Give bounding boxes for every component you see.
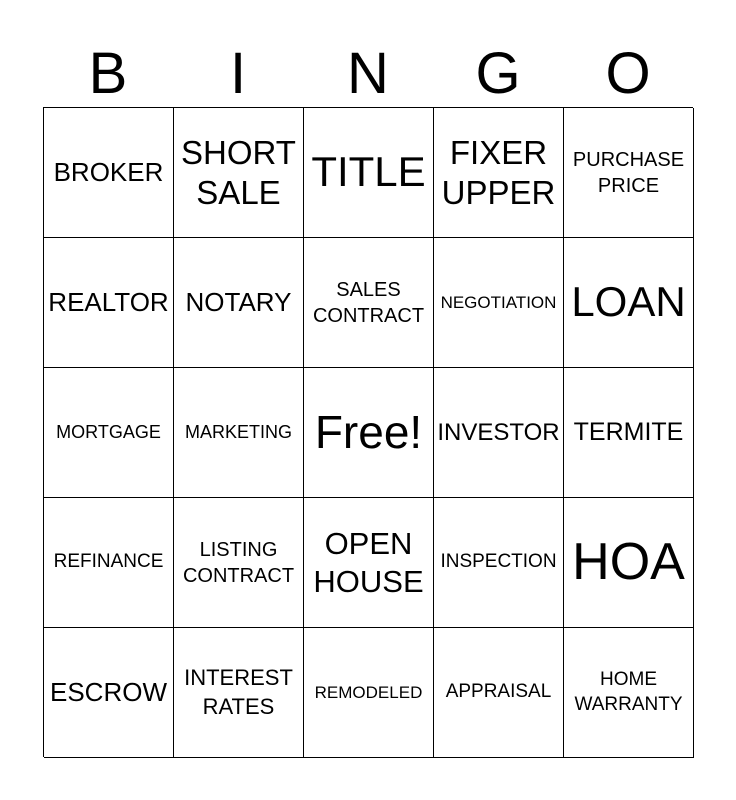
- cell-label: TERMITE: [573, 418, 684, 447]
- bingo-cell-r3-c1[interactable]: [44, 368, 174, 498]
- bingo-cell-r3-c3-free-space[interactable]: [304, 368, 434, 498]
- header-letter-n: N: [347, 41, 389, 106]
- bingo-cell-r4-c1[interactable]: [44, 498, 174, 628]
- cell-label: LISTING CONTRACT: [182, 538, 295, 587]
- bingo-cell-r2-c1[interactable]: [44, 238, 174, 368]
- bingo-cell-r2-c3[interactable]: [304, 238, 434, 368]
- bingo-cell-r4-c5[interactable]: [564, 498, 694, 628]
- header-letter-g: G: [475, 41, 521, 106]
- cell-label: APPRAISAL: [445, 681, 552, 703]
- header-letter-o: O: [605, 41, 651, 106]
- bingo-cell-r1-c2[interactable]: [174, 108, 304, 238]
- bingo-cell-r1-c5[interactable]: [564, 108, 694, 238]
- cell-label: REALTOR: [48, 286, 169, 317]
- bingo-cell-r2-c2[interactable]: [174, 238, 304, 368]
- cell-label: HOME WARRANTY: [574, 668, 683, 715]
- bingo-header: [43, 40, 693, 108]
- bingo-cell-r4-c4[interactable]: [434, 498, 564, 628]
- cell-label: INSPECTION: [440, 551, 557, 573]
- cell-label: SALES CONTRACT: [312, 278, 425, 327]
- bingo-cell-r1-c3[interactable]: [304, 108, 434, 238]
- bingo-cell-r5-c5[interactable]: [564, 628, 694, 758]
- cell-label: MORTGAGE: [56, 421, 161, 442]
- bingo-cell-r2-c5[interactable]: [564, 238, 694, 368]
- cell-label: ESCROW: [50, 676, 167, 707]
- header-letter-b: B: [88, 41, 128, 106]
- cell-label: HOA: [572, 532, 685, 591]
- bingo-cell-r2-c4[interactable]: [434, 238, 564, 368]
- bingo-cell-r3-c5[interactable]: [564, 368, 694, 498]
- bingo-board: [43, 107, 693, 757]
- cell-label: MARKETING: [184, 421, 292, 442]
- bingo-cell-r3-c2[interactable]: [174, 368, 304, 498]
- cell-label: INVESTOR: [437, 418, 560, 446]
- cell-label: TITLE: [311, 148, 426, 196]
- cell-label: REMODELED: [314, 682, 423, 702]
- bingo-cell-r1-c4[interactable]: [434, 108, 564, 238]
- bingo-cell-r4-c2[interactable]: [174, 498, 304, 628]
- free-space-label: Free!: [314, 406, 423, 459]
- cell-label: FIXER UPPER: [441, 133, 556, 211]
- cell-label: OPEN HOUSE: [313, 526, 424, 599]
- bingo-cell-r1-c1[interactable]: [44, 108, 174, 238]
- bingo-cell-r5-c2[interactable]: [174, 628, 304, 758]
- cell-label: BROKER: [53, 156, 164, 187]
- cell-label: NOTARY: [185, 286, 292, 317]
- cell-label: SHORT SALE: [181, 133, 296, 211]
- cell-label: PURCHASE PRICE: [572, 148, 685, 197]
- bingo-cell-r5-c4[interactable]: [434, 628, 564, 758]
- cell-label: LOAN: [571, 278, 686, 326]
- cell-label: REFINANCE: [53, 551, 164, 573]
- bingo-cell-r4-c3[interactable]: [304, 498, 434, 628]
- header-letter-i: I: [229, 41, 247, 106]
- bingo-cell-r5-c3[interactable]: [304, 628, 434, 758]
- bingo-cell-r3-c4[interactable]: [434, 368, 564, 498]
- cell-label: NEGOTIATION: [440, 292, 557, 312]
- bingo-cell-r5-c1[interactable]: [44, 628, 174, 758]
- cell-label: INTEREST RATES: [184, 664, 293, 719]
